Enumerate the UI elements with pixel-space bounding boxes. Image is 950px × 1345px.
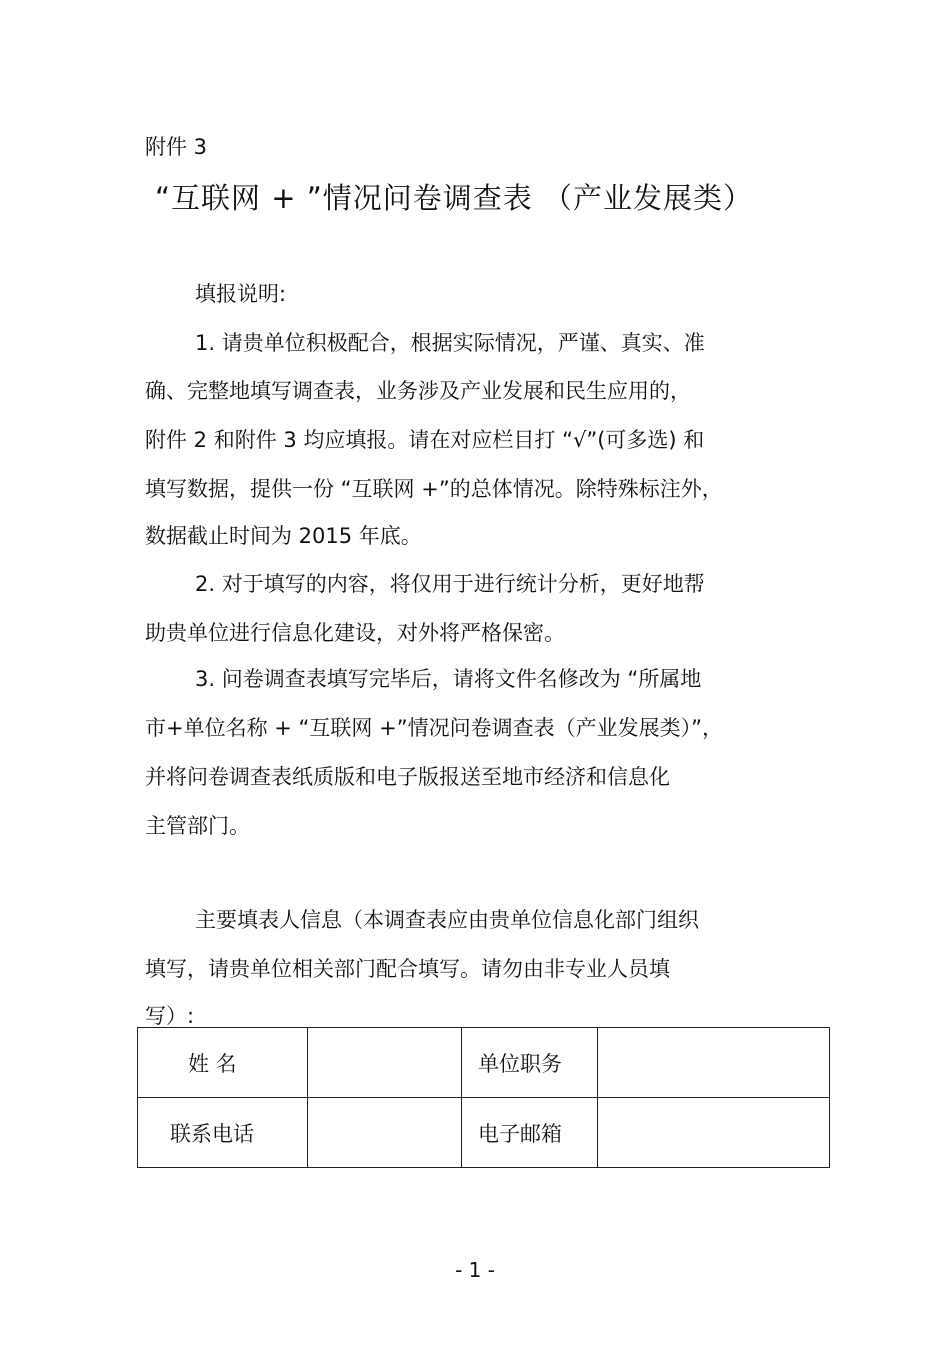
filler-note-line: 写）:: [145, 1004, 195, 1028]
instruction-line: 市+单位名称 + “互联网 +”情况问卷调查表（产业发展类）”，: [145, 716, 723, 740]
email-label: 电子邮箱: [462, 1098, 598, 1168]
job-title-field[interactable]: [598, 1028, 830, 1098]
table-row: [138, 1098, 830, 1168]
instruction-line: 3. 问卷调查表填写完毕后，请将文件名修改为 “所属地: [195, 667, 702, 691]
instruction-line: 数据截止时间为 2015 年底。: [145, 524, 422, 548]
filler-note-line: 填写，请贵单位相关部门配合填写。请勿由非专业人员填: [145, 957, 670, 981]
instructions-heading: 填报说明:: [195, 282, 287, 306]
page-number: - 1 -: [455, 1258, 495, 1282]
name-field[interactable]: [308, 1028, 462, 1098]
instruction-line: 2. 对于填写的内容，将仅用于进行统计分析，更好地帮: [195, 572, 705, 596]
instruction-line: 并将问卷调查表纸质版和电子版报送至地市经济和信息化: [145, 765, 670, 789]
table-row: [138, 1028, 830, 1098]
instruction-line: 助贵单位进行信息化建设，对外将严格保密。: [145, 621, 565, 645]
phone-label: 联系电话: [138, 1098, 308, 1168]
document-title: “互联网 + ”情况问卷调查表 （产业发展类）: [155, 181, 754, 215]
instruction-line: 附件 2 和附件 3 均应填报。请在对应栏目打 “√”(可多选) 和: [145, 428, 705, 452]
filler-note-line: 主要填表人信息（本调查表应由贵单位信息化部门组织: [195, 908, 699, 932]
email-field[interactable]: [598, 1098, 830, 1168]
filler-info-table: [137, 1027, 830, 1168]
name-label: 姓 名: [138, 1028, 308, 1098]
instruction-line: 1. 请贵单位积极配合，根据实际情况，严谨、真实、准: [195, 331, 705, 355]
job-title-label: 单位职务: [462, 1028, 598, 1098]
instruction-line: 填写数据，提供一份 “互联网 +”的总体情况。除特殊标注外，: [145, 477, 723, 501]
phone-field[interactable]: [308, 1098, 462, 1168]
attachment-label: 附件 3: [145, 135, 208, 159]
instruction-line: 确、完整地填写调查表，业务涉及产业发展和民生应用的，: [145, 379, 691, 403]
instruction-line: 主管部门。: [145, 814, 250, 838]
